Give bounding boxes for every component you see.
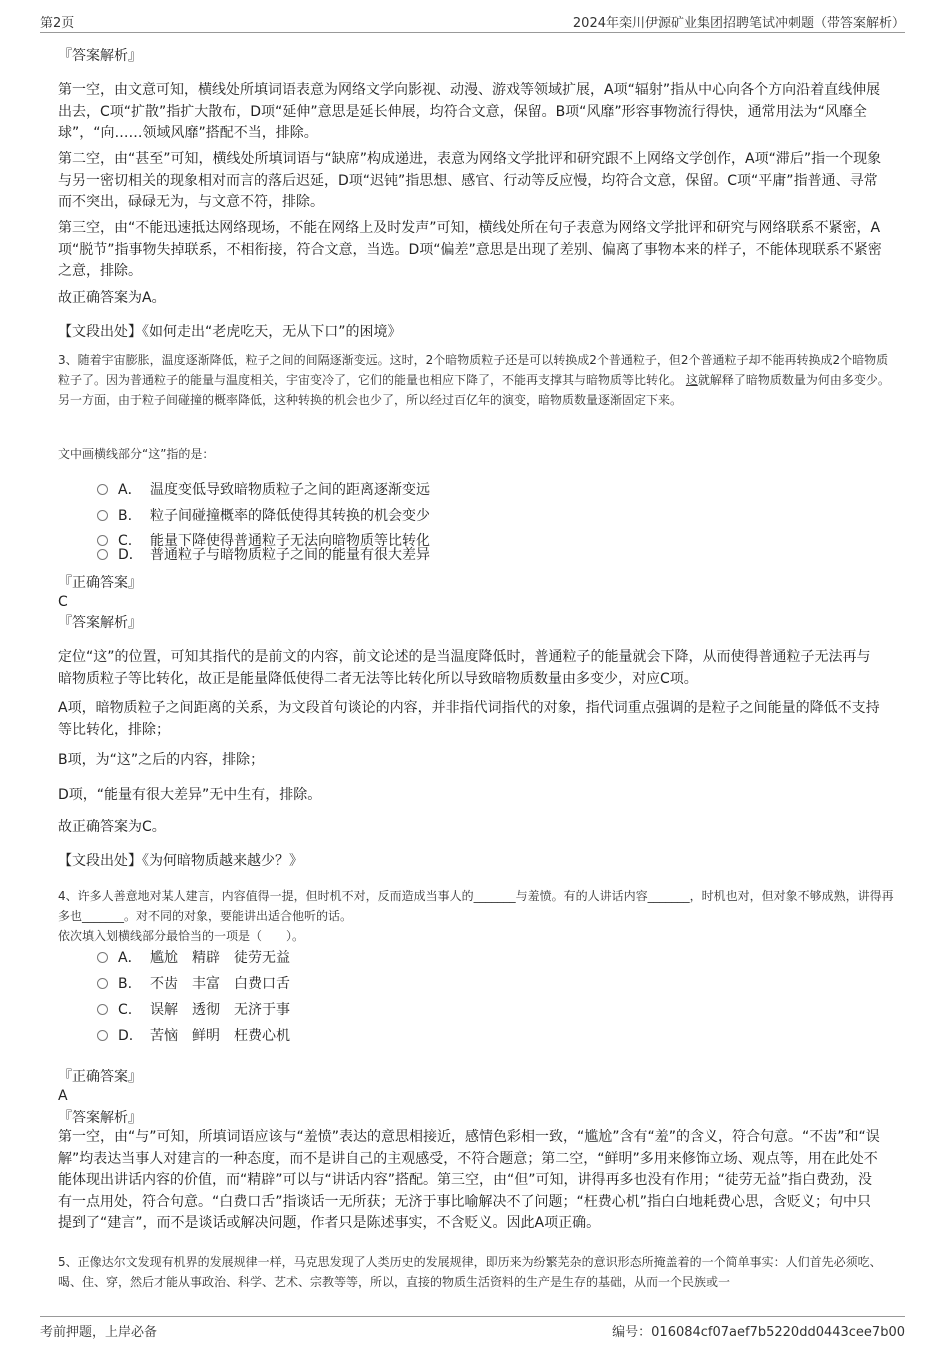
q4-analysis: 第一空，由“与”可知，所填词语应该与“羞愤”表达的意思相接近，感情色彩相一致，“尴尬”含有“羞”的含义，符合句意。“不齿”和“误解”均表达当事人对建言的一种态度，而不是讲自己的主观感受，不符合题意；第二空，“鲜明”多用来修饰立场、观点等，用在此处不能体现出讲话内容的价值，而“精辟”可以与“讲话内容”搭配。第三空，由“但”可知，讲得再多也没有作用；“徒劳无益”指白费劲，没有一点用处，符合句意。“白费口舌”指谈话一无所获；无济于事比喻解决不了问题；“枉费心机”指白白地耗费心思，含贬义；句中只提到了“建言”，而不是谈话或解决问题，作者只是陈述事实，不含贬义。因此A项正确。: [58, 1129, 880, 1231]
q2-analysis-para1: 第一空，由文意可知，横线处所填词语表意为网络文学向影视、动漫、游戏等领域扩展，A项“辐射”指从中心向各个方向沿着直线伸展出去，C项“扩散”指扩大散布，D项“延伸”意思是延长伸展，均符合文意，保留。B项“风靡”形容事物流行得快，通常用法为“风靡全球”，“向……领域风靡”搭配不当，排除。: [58, 82, 881, 141]
q3-option-a[interactable]: A． 温度变低导致暗物质粒子之间的距离逐渐变远: [97, 479, 430, 501]
q3-option-b[interactable]: B. 粒子间碰撞概率的降低使得其转换的机会变少: [97, 505, 430, 527]
q4-option-c[interactable]: C. 误解 透彻 无济于事: [97, 999, 290, 1021]
q3-underlined-word: 这: [685, 373, 698, 387]
radio-icon[interactable]: [97, 510, 108, 521]
document-code: 编号：016084cf07aef7b5220dd0443cee7b00: [612, 1325, 905, 1340]
q3-analysis-4: D项，“能量有很大差异”无中生有，排除。: [58, 787, 322, 803]
page-footer: [40, 1316, 905, 1341]
document-title: 2024年栾川伊源矿业集团招聘笔试冲刺题（带答案解析）: [572, 16, 905, 31]
radio-icon[interactable]: [97, 1004, 108, 1015]
q4-prompt: 依次填入划横线部分最恰当的一项是（ ）。: [58, 929, 305, 943]
q2-analysis-para3: 第三空，由“不能迅速抵达网络现场，不能在网络上及时发声”可知，横线处所在句子表意为网络文学批评和研究与网络联系不紧密，A项“脱节”指事物失掉联系，不相衔接，符合文意，当选。D项“偏差”意思是出现了差别、偏离了事物本来的样子，不能体现联系不紧密之意，排除。: [58, 220, 882, 279]
q3-prompt: 文中画横线部分“这”指的是：: [58, 447, 215, 461]
q2-source: 【文段出处】《如何走出“老虎吃天，无从下口”的困境》: [58, 324, 402, 340]
q2-analysis-label: 『答案解析』: [58, 48, 142, 64]
q4-option-d[interactable]: D. 苦恼 鲜明 枉费心机: [97, 1025, 290, 1047]
radio-icon[interactable]: [97, 978, 108, 989]
q3-source: 【文段出处】《为何暗物质越来越少？》: [58, 853, 303, 869]
q3-analysis-1: 定位“这”的位置，可知其指代的是前文的内容，前文论述的是当温度降低时，普通粒子的能量就会下降，从而使得普通粒子无法再与暗物质粒子等比转化，故正是能量降低使得二者无法等比转化所以导致暗物质数量由多变少，对应C项。: [58, 649, 871, 687]
q4-stem: 4、许多人善意地对某人建言，内容值得一提，但时机不对，反而造成当事人的_______与羞愤。有的人讲话内容_______，时机也对，但对象不够成熟，讲得再多也_______。对不同的对象，要能讲出适合他听的话。: [58, 889, 894, 923]
q4-option-b[interactable]: B. 不齿 丰富 白费口舌: [97, 973, 290, 995]
q2-conclusion: 故正确答案为A。: [58, 290, 166, 306]
q3-analysis-2: A项，暗物质粒子之间距离的关系，为文段首句谈论的内容，并非指代词指代的对象，指代词重点强调的是粒子之间能量的降低不支持等比转化，排除；: [58, 700, 880, 738]
q3-stem: [58, 350, 896, 410]
q3-correct-answer: C: [58, 594, 68, 610]
q5-stem: 5、正像达尔文发现有机界的发展规律一样，马克思发现了人类历史的发展规律，即历来为纷繁芜杂的意识形态所掩盖着的一个简单事实：人们首先必须吃、喝、住、穿，然后才能从事政治、科学、艺术、宗教等等，所以，直接的物质生活资料的生产是生存的基础，从而一个民族或一: [58, 1255, 882, 1289]
q3-conclusion: 故正确答案为C。: [58, 819, 166, 835]
q4-correct-label: 『正确答案』: [58, 1069, 142, 1085]
q3-option-c[interactable]: C. 能量下降使得普通粒子无法向暗物质等比转化: [97, 530, 430, 552]
q3-option-d[interactable]: D． 普通粒子与暗物质粒子之间的能量有很大差异: [97, 544, 430, 566]
radio-icon[interactable]: [97, 1030, 108, 1041]
footer-slogan: 考前押题，上岸必备: [40, 1325, 158, 1340]
q2-analysis-para2: 第二空，由“甚至”可知，横线处所填词语与“缺席”构成递进，表意为网络文学批评和研究跟不上网络文学创作，A项“滞后”指一个现象与另一密切相关的现象相对而言的落后迟延，D项“迟钝”指思想、感官、行动等反应慢，均符合文意，保留。C项“平庸”指普通、寻常而不突出，碌碌无为，与文意不符，排除。: [58, 151, 882, 210]
q4-correct-answer: A: [58, 1088, 68, 1104]
q4-analysis-label: 『答案解析』: [58, 1110, 142, 1126]
q3-analysis-3: B项，为“这”之后的内容，排除；: [58, 752, 265, 768]
page-number: 第2页: [40, 16, 75, 31]
radio-icon[interactable]: [97, 484, 108, 495]
radio-icon[interactable]: [97, 952, 108, 963]
q3-analysis-label: 『答案解析』: [58, 615, 142, 631]
q3-correct-label: 『正确答案』: [58, 575, 142, 591]
q3-stem-before: 3、随着宇宙膨胀，温度逐渐降低，粒子之间的间隔逐渐变远。这时，2个暗物质粒子还是可以转换成2个普通粒子，但2个普通粒子却不能再转换成2个暗物质粒子了。因为普通粒子的能量与温度相关，宇宙变冷了，它们的能量也相应下降了，不能再支撑其与暗物质等比转化。: [58, 353, 889, 387]
q3-stem-after: 就解释了暗物质数量为何由多变少。另一方面，由于粒子间碰撞的概率降低，这种转换的机会也少了，所以经过百亿年的演变，暗物质数量逐渐固定下来。: [58, 373, 890, 407]
q4-option-a[interactable]: A． 尴尬 精辟 徒劳无益: [97, 947, 290, 969]
page-header: [40, 12, 905, 33]
radio-icon[interactable]: [97, 549, 108, 560]
